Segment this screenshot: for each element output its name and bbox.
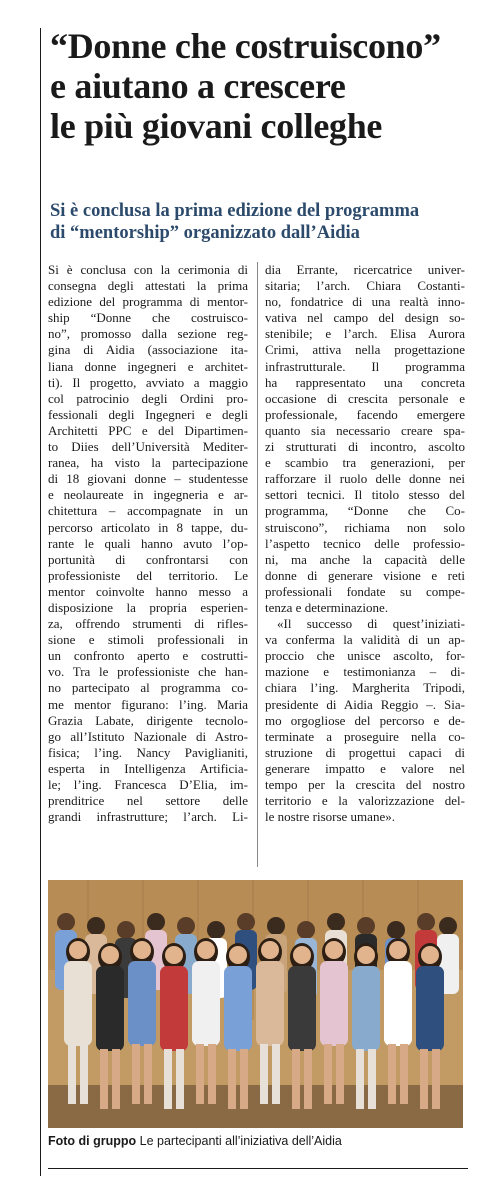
group-photo: [48, 880, 463, 1128]
article-line: quanto sia necessario creare spa-: [265, 422, 465, 438]
article-line: tenza e determinazione.: [265, 599, 389, 615]
article-line: professioniste del territorio. Le: [48, 567, 248, 583]
photo-caption: [48, 1133, 468, 1149]
article-line: esperta in Intelligenza Artificia-: [48, 760, 248, 776]
article-line: stenibile; e l’arch. Elisa Aurora: [265, 326, 465, 342]
article-line: territorio e la valorizzazione del-: [265, 793, 465, 809]
article-line: me mentor figurano: l’ing. Maria: [48, 696, 248, 712]
article-line: za, offrendo strumenti di rifles-: [48, 616, 248, 632]
article-line: generare impatto e valore nel: [265, 760, 465, 776]
article-line: zi strutturati di incontro, ascolto: [265, 439, 465, 455]
article-line: mazione e testimonianza – di-: [265, 664, 465, 680]
article-line: struzione di progettui capaci di: [265, 744, 465, 760]
article-line: e scambio tra generazioni, per: [265, 455, 465, 471]
article-line: edizione del programma di mentor-: [48, 294, 248, 310]
subtitle-line: Si è conclusa la prima edizione del programma: [50, 201, 420, 221]
article-line: struiscono”, richiama non solo: [265, 519, 465, 535]
article-line: sitaria; l’arch. Chiara Costanti-: [265, 278, 465, 294]
article-line: fessionali degli Ingegneri e degli: [48, 406, 248, 422]
article-line: rante le quali hanno avuto l’op-: [48, 535, 248, 551]
article-line: ranea, ha visto la partecipazione: [48, 455, 248, 471]
article-column-1: [48, 262, 248, 825]
article-line: consegna degli attestati la prima: [48, 278, 248, 294]
article-line: le nostre risorse umane».: [265, 809, 395, 825]
article-line: mentor coinvolte hanno messo a: [48, 583, 248, 599]
article-line: va conferma la validità di un ap-: [265, 632, 465, 648]
article-line: no, fondatrice di una realtà inno-: [265, 294, 465, 310]
article-line: disposizione la propria esperien-: [48, 599, 248, 615]
article-line: mo orgogliose del percorso e de-: [265, 712, 465, 728]
caption-text: Le partecipanti all’iniziativa dell’Aidia: [139, 1134, 342, 1148]
article-line: no”, promosso dalla sezione reg-: [48, 326, 248, 342]
article-line: col patrocinio degli Ordini pro-: [48, 390, 248, 406]
article-line: prenditrice nel settore delle: [48, 793, 248, 809]
article-line: e neolaureate in ingegneria e ar-: [48, 487, 248, 503]
article-line: ship “Donne che costruisco-: [48, 310, 248, 326]
article-line: vativa nel campo del design so-: [265, 310, 465, 326]
article-column-2: [265, 262, 465, 825]
article-line: di 18 giovani donne – studentesse: [48, 471, 248, 487]
column-separator: [257, 262, 258, 867]
article-line: chitettura – accompagnate in un: [48, 503, 248, 519]
headline: [50, 26, 480, 146]
article-line: proccio che unisce ascolto, for-: [265, 648, 465, 664]
article-line: l’aspetto tecnico delle professio-: [265, 535, 465, 551]
article-line: portunità di confrontarsi con: [48, 551, 248, 567]
article-line: ha rappresentato una concreta: [265, 374, 465, 390]
article-line: to Diies dell’Università Mediter-: [48, 439, 248, 455]
article-line: gina di Aidia (associazione ita-: [48, 342, 248, 358]
article-line: settori tecnici. Il titolo stesso del: [265, 487, 465, 503]
article-line: go all’Istituto Nazionale di Astro-: [48, 728, 248, 744]
article-line: dia Errante, ricercatrice univer-: [265, 262, 465, 277]
article-line: grandi infrastrutture; l’arch. Li-: [48, 809, 248, 825]
article-line: Crimi, attiva nella progettazione: [265, 342, 465, 358]
article-line: «Il successo di quest’iniziati-: [277, 616, 465, 632]
headline-line: “Donne che costruiscono”: [50, 26, 441, 66]
article-line: percorso articolato in 8 tappe, du-: [48, 519, 248, 535]
article-line: occasione di crescita personale e: [265, 390, 465, 406]
article-line: donne di generare visione e reti: [265, 567, 465, 583]
article-line: ti). Il progetto, avviato a maggio: [48, 374, 248, 390]
headline-line: le più giovani colleghe: [50, 106, 383, 146]
article-line: Grazia Labate, dirigente tecnolo-: [48, 712, 248, 728]
article-line: fisica; l’ing. Nancy Paviglianiti,: [48, 744, 248, 760]
article-line: Architetti PPC e del Dipartimen-: [48, 422, 248, 438]
article-line: Si è conclusa con la cerimonia di: [48, 262, 248, 277]
article-line: chiara l’ing. Margherita Tripodi,: [265, 680, 465, 696]
article-line: tempo per la crescita del nostro: [265, 777, 465, 792]
bottom-rule: [48, 1168, 468, 1169]
group-photo-illustration: [48, 880, 463, 1128]
subtitle-line: di “mentorship” organizzato dall’Aidia: [50, 223, 360, 243]
article-line: le; l’ing. Francesca D’Elia, im-: [48, 777, 248, 792]
article-line: presidente di Aidia Reggio –. Sia-: [265, 696, 465, 712]
subtitle: [50, 200, 480, 244]
article-line: rafforzare il ruolo delle donne nei: [265, 471, 465, 487]
article-line: programma, “Donne che Co-: [265, 503, 465, 519]
article-line: vo. Tra le professioniste che han-: [48, 664, 248, 680]
article-line: professionali fondate su compe-: [265, 583, 465, 599]
article-line: no partecipato al programma co-: [48, 680, 248, 696]
caption-label: Foto di gruppo: [48, 1134, 137, 1148]
article-line: liana donne ingegneri e architet-: [48, 358, 248, 374]
article-line: un confronto aperto e costrutti-: [48, 648, 248, 664]
article-line: terminate a proseguire nella co-: [265, 728, 465, 744]
headline-line: e aiutano a crescere: [50, 66, 346, 106]
article-line: ni, ma anche la capacità delle: [265, 551, 465, 567]
article-line: sione e stimoli professionali in: [48, 632, 248, 648]
article-line: infrastrutturale. Il programma: [265, 358, 465, 374]
left-rule: [40, 28, 41, 1176]
article-line: professionale, facendo emergere: [265, 406, 465, 422]
